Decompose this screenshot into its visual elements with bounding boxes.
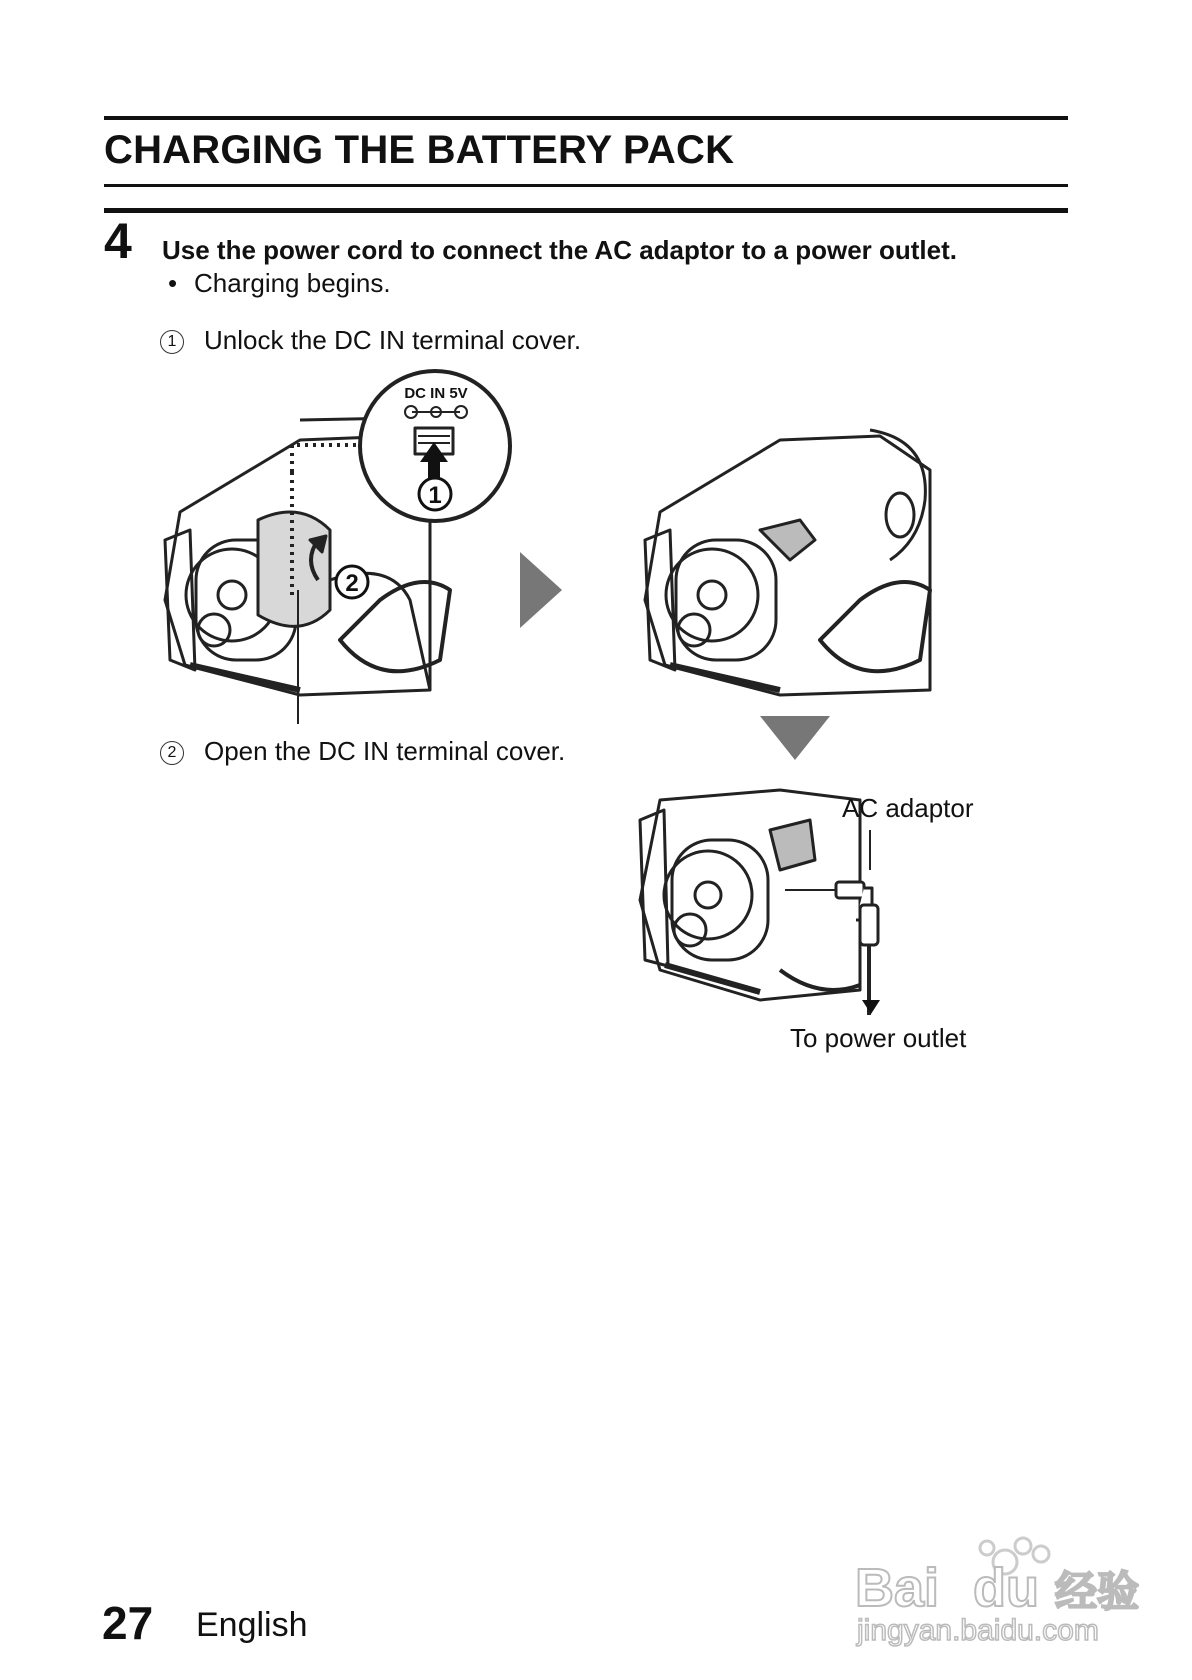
callout-2-label: 2 xyxy=(345,570,359,597)
substep-1-text: Unlock the DC IN terminal cover. xyxy=(204,325,582,355)
substep-2-marker: 2 xyxy=(160,741,184,765)
step-bullet: • Charging begins. xyxy=(168,268,391,298)
power-outlet-label: To power outlet xyxy=(790,1023,967,1053)
page-title: CHARGING THE BATTERY PACK xyxy=(104,128,735,172)
callout-1-label: 1 xyxy=(428,482,442,509)
right-arrow-icon xyxy=(520,552,562,628)
terminal-label: DC IN 5V xyxy=(404,385,468,402)
step-instruction: Use the power cord to connect the AC adaptor to a power outlet. xyxy=(162,235,957,265)
down-arrow-icon xyxy=(760,716,830,760)
svg-text:du: du xyxy=(973,1558,1039,1618)
svg-text:经验: 经验 xyxy=(1055,1567,1140,1616)
substep-2-text: Open the DC IN terminal cover. xyxy=(204,736,566,766)
ac-adaptor-label: AC adaptor xyxy=(842,793,974,823)
bullet-text: Charging begins. xyxy=(194,268,391,298)
page-number: 27 xyxy=(102,1597,154,1649)
svg-text:Bai: Bai xyxy=(855,1558,940,1618)
svg-text:jingyan.baidu.com: jingyan.baidu.com xyxy=(857,1614,1099,1647)
outlet-arrow-icon xyxy=(862,1000,880,1014)
step-number: 4 xyxy=(104,213,132,269)
camcorder-2-illustration xyxy=(645,430,930,695)
footer-language: English xyxy=(196,1606,308,1644)
baidu-watermark-logo xyxy=(855,1530,1145,1650)
substep-1-marker: 1 xyxy=(160,330,184,354)
